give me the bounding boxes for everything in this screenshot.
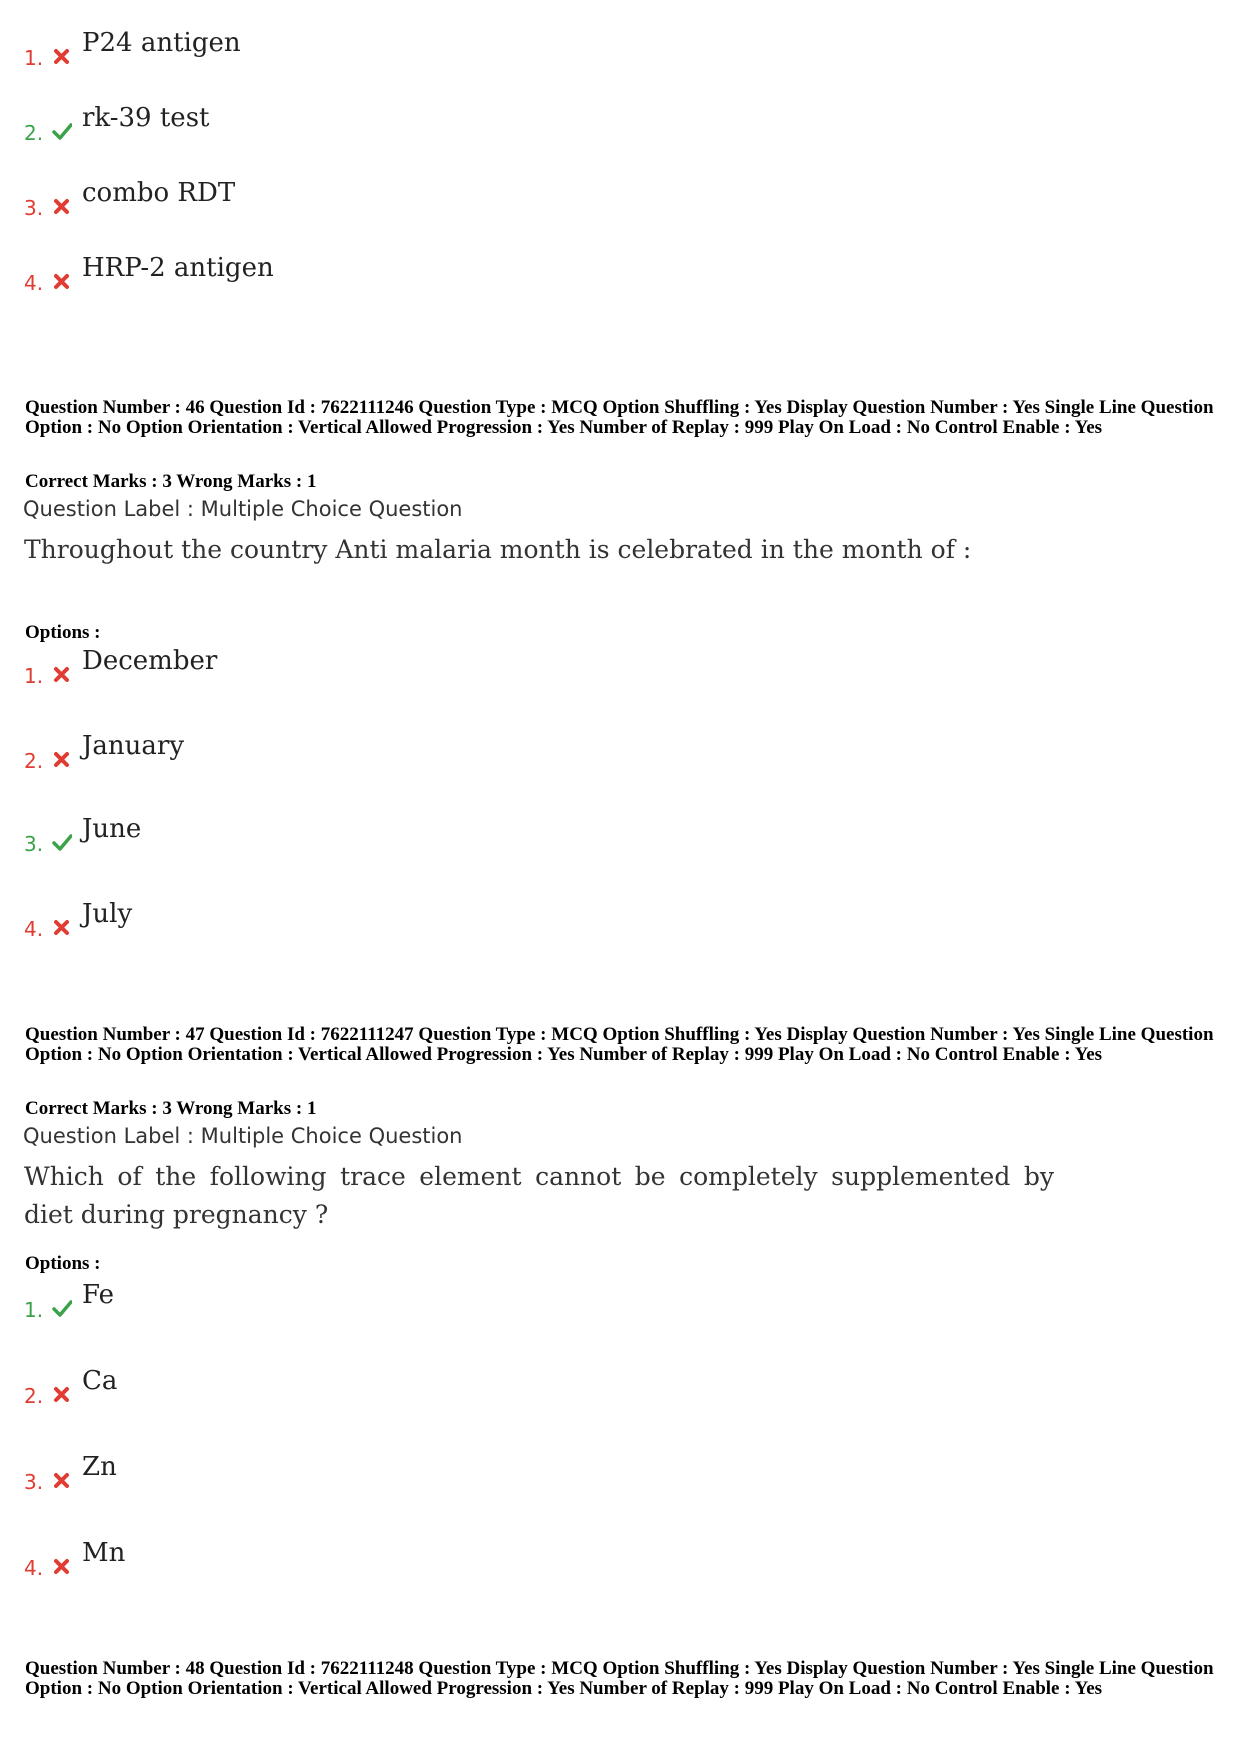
option-number: 2.: [24, 749, 44, 773]
option-text: Mn: [82, 1538, 126, 1568]
option-text: HRP-2 antigen: [82, 253, 274, 283]
option-text: combo RDT: [82, 178, 236, 208]
option-text: December: [82, 646, 218, 676]
cross-icon: [52, 664, 72, 684]
question-text: Which of the following trace element cannot be completely supplemented by diet during pregnancy ?: [24, 1162, 1054, 1229]
option-text: P24 antigen: [82, 28, 241, 58]
option-number: 2.: [24, 121, 44, 145]
option-number: 1.: [24, 664, 44, 688]
question-text: Throughout the country Anti malaria month is celebrated in the month of :: [24, 535, 972, 564]
option-number: 1.: [24, 46, 44, 70]
option-text: January: [82, 731, 185, 761]
question-meta: Question Number : 48 Question Id : 7622111248 Question Type : MCQ Option Shuffling : Yes Display Question Number : Yes Single Line Question Option : No Option Orientation : Vertical Allowed Progression : Yes Number of Replay : 999 Play On Load : No Control Enable : Yes: [25, 1658, 1214, 1699]
cross-icon: [52, 1470, 72, 1490]
cross-icon: [52, 1556, 72, 1576]
option-number: 1.: [24, 1298, 44, 1322]
option-number: 3.: [24, 1470, 44, 1494]
option-text: Ca: [82, 1366, 118, 1396]
check-icon: [52, 1298, 72, 1318]
option-number: 2.: [24, 1384, 44, 1408]
question-label: Question Label : Multiple Choice Question: [23, 1124, 463, 1148]
option-text: Zn: [82, 1452, 117, 1482]
option-text: rk-39 test: [82, 103, 210, 133]
option-number: 3.: [24, 196, 44, 220]
options-heading: Options :: [25, 1253, 101, 1274]
check-icon: [52, 832, 72, 852]
question-label: Question Label : Multiple Choice Question: [23, 497, 463, 521]
option-number: 4.: [24, 917, 44, 941]
option-number: 3.: [24, 832, 44, 856]
cross-icon: [52, 917, 72, 937]
question-marks: Correct Marks : 3 Wrong Marks : 1: [25, 471, 317, 492]
cross-icon: [52, 1384, 72, 1404]
check-icon: [52, 121, 72, 141]
option-text: July: [82, 899, 133, 929]
options-heading: Options :: [25, 622, 101, 643]
question-meta: Question Number : 47 Question Id : 7622111247 Question Type : MCQ Option Shuffling : Yes Display Question Number : Yes Single Line Question Option : No Option Orientation : Vertical Allowed Progression : Yes Number of Replay : 999 Play On Load : No Control Enable : Yes: [25, 1024, 1214, 1065]
cross-icon: [52, 749, 72, 769]
cross-icon: [52, 271, 72, 291]
cross-icon: [52, 196, 72, 216]
option-number: 4.: [24, 1556, 44, 1580]
cross-icon: [52, 46, 72, 66]
option-text: Fe: [82, 1280, 115, 1310]
question-meta: Question Number : 46 Question Id : 7622111246 Question Type : MCQ Option Shuffling : Yes Display Question Number : Yes Single Line Question Option : No Option Orientation : Vertical Allowed Progression : Yes Number of Replay : 999 Play On Load : No Control Enable : Yes: [25, 397, 1214, 438]
option-text: June: [82, 814, 142, 844]
question-marks: Correct Marks : 3 Wrong Marks : 1: [25, 1098, 317, 1119]
option-number: 4.: [24, 271, 44, 295]
